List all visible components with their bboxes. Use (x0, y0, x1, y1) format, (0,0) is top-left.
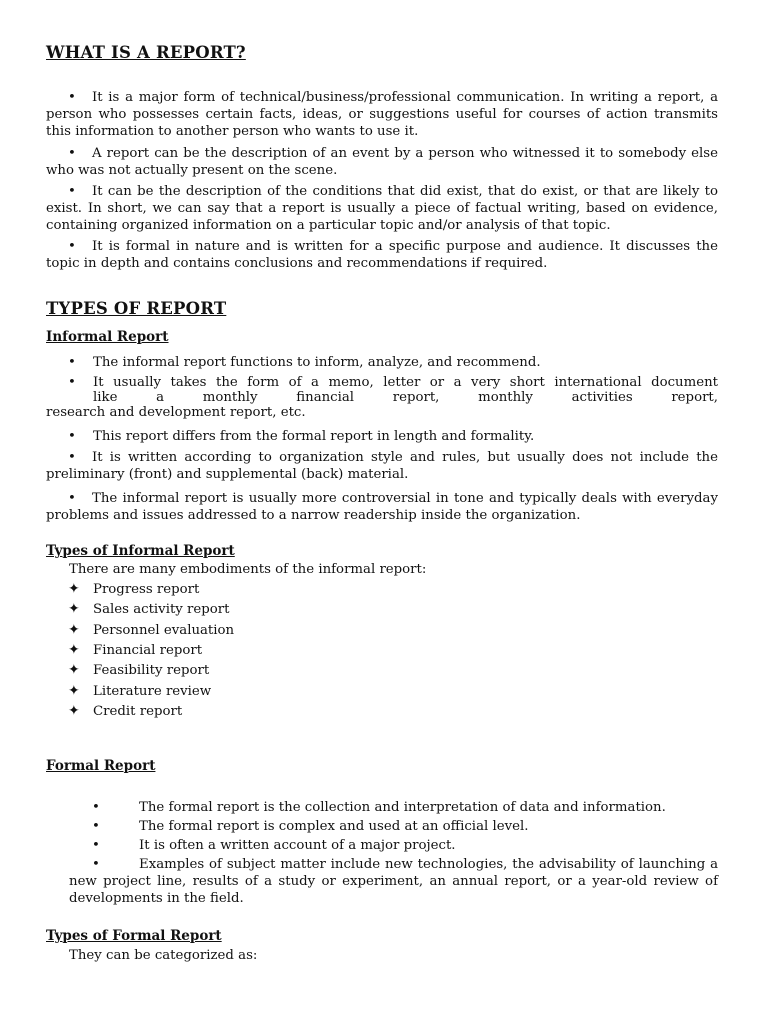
bullet-icon: • (68, 184, 76, 199)
list-item: • The informal report functions to inform, analyze, and recommend. (68, 355, 541, 370)
bullet-icon: • (68, 90, 76, 105)
paragraph-3: • It can be the description of the conditions that did exist, that do exist, or that are likely to exist. In short, we can say that a report is usually a piece of factual writing, based on evidence, containing organized information on a particular topic and/or analysis of that topic. (46, 184, 718, 233)
bullet-icon: • (92, 819, 100, 834)
cross-bullet-icon: ✦ (68, 683, 80, 699)
bullet-icon: • (68, 491, 76, 506)
list-item-continuation: research and development report, etc. (46, 405, 306, 420)
list-item-continuation: like a monthly financial report, monthly activities report, (93, 390, 718, 405)
list-item: • The informal report is usually more controversial in tone and typically deals with everyday problems and issues addressed to a narrow readership inside the organization. (46, 491, 718, 523)
bullet-icon: • (68, 355, 76, 370)
section-title: TYPES OF REPORT (46, 299, 227, 318)
cross-bullet-icon: ✦ (68, 622, 80, 638)
list-item: • It is written according to organization style and rules, but usually does not include the preliminary (front) and supplemental (back) material. (46, 450, 718, 482)
cross-bullet-icon: ✦ (68, 642, 80, 658)
cross-bullet-icon: ✦ (68, 662, 80, 678)
list-item: ✦ Feasibility report (68, 662, 210, 678)
subheading-types-of-informal-report: Types of Informal Report (46, 543, 235, 559)
cross-bullet-icon: ✦ (68, 581, 80, 597)
list-item: • It is often a written account of a major project. (92, 838, 456, 853)
bullet-icon: • (92, 800, 100, 815)
list-item: • The formal report is the collection and interpretation of data and information. (92, 800, 666, 815)
list-item: • This report differs from the formal report in length and formality. (68, 429, 535, 444)
subheading-types-of-formal-report: Types of Formal Report (46, 928, 222, 944)
bullet-icon: • (92, 838, 100, 853)
paragraph-1: • It is a major form of technical/business/professional communication. In writing a report, a person who possesses certain facts, ideas, or suggestions useful for courses of action transmits this information to another person who wants to use it. (46, 90, 718, 139)
cross-bullet-icon: ✦ (68, 703, 80, 719)
list-item: • It usually takes the form of a memo, letter or a very short international document (68, 375, 718, 390)
bullet-icon: • (68, 450, 76, 465)
bullet-icon: • (68, 375, 76, 390)
paragraph-2: • A report can be the description of an event by a person who witnessed it to somebody else who was not actually present on the scene. (46, 146, 718, 178)
list-item: • Examples of subject matter include new technologies, the advisability of launching a new project line, results of a study or experiment, an annual report, or a year-old review of developments in the field. (69, 857, 718, 906)
page-title: WHAT IS A REPORT? (46, 43, 246, 62)
list-item: ✦ Sales activity report (68, 601, 230, 617)
subheading-informal-report: Informal Report (46, 329, 169, 345)
intro-text: They can be categorized as: (69, 948, 258, 963)
bullet-icon: • (68, 146, 76, 161)
intro-text: There are many embodiments of the informal report: (69, 562, 427, 577)
bullet-icon: • (92, 857, 100, 872)
bullet-icon: • (68, 239, 76, 254)
list-item: • The formal report is complex and used at an official level. (92, 819, 529, 834)
subheading-formal-report: Formal Report (46, 758, 156, 774)
list-item: ✦ Credit report (68, 703, 183, 719)
list-item: ✦ Financial report (68, 642, 203, 658)
cross-bullet-icon: ✦ (68, 601, 80, 617)
paragraph-4: • It is formal in nature and is written for a specific purpose and audience. It discusses the topic in depth and contains conclusions and recommendations if required. (46, 239, 718, 271)
list-item: ✦ Literature review (68, 683, 212, 699)
list-item: ✦ Progress report (68, 581, 200, 597)
bullet-icon: • (68, 429, 76, 444)
list-item: ✦ Personnel evaluation (68, 622, 235, 638)
